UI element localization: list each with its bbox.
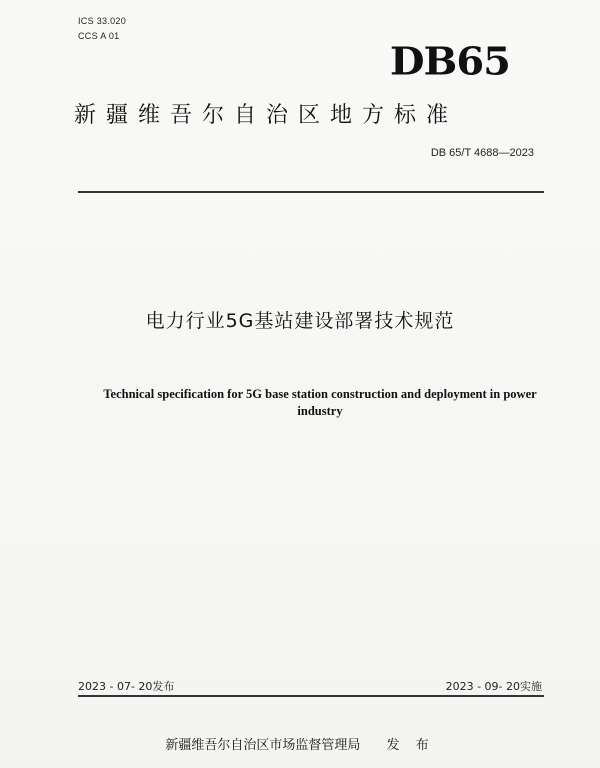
standard-type-heading: 新疆维吾尔自治区地方标准	[74, 103, 459, 128]
ics-code: ICS 33.020	[78, 16, 127, 26]
document-title-en: Technical specification for 5G base station construction and deployment in power industry	[103, 387, 537, 418]
publish-label: 发 布	[386, 738, 435, 753]
ccs-code: CCS A 01	[78, 31, 120, 41]
publisher-line	[0, 734, 600, 753]
implementation-date: 2023 - 09- 20实施	[445, 680, 542, 693]
top-divider	[78, 191, 544, 193]
publisher-name: 新疆维吾尔自治区市场监督管理局	[165, 738, 361, 753]
db-logo: DB65	[389, 39, 510, 84]
standard-number: DB 65/T 4688—2023	[430, 147, 534, 159]
bottom-divider	[78, 695, 544, 697]
document-title-zh: 电力行业5G基站建设部署技术规范	[145, 310, 455, 332]
issue-date: 2023 - 07- 20发布	[78, 680, 175, 693]
